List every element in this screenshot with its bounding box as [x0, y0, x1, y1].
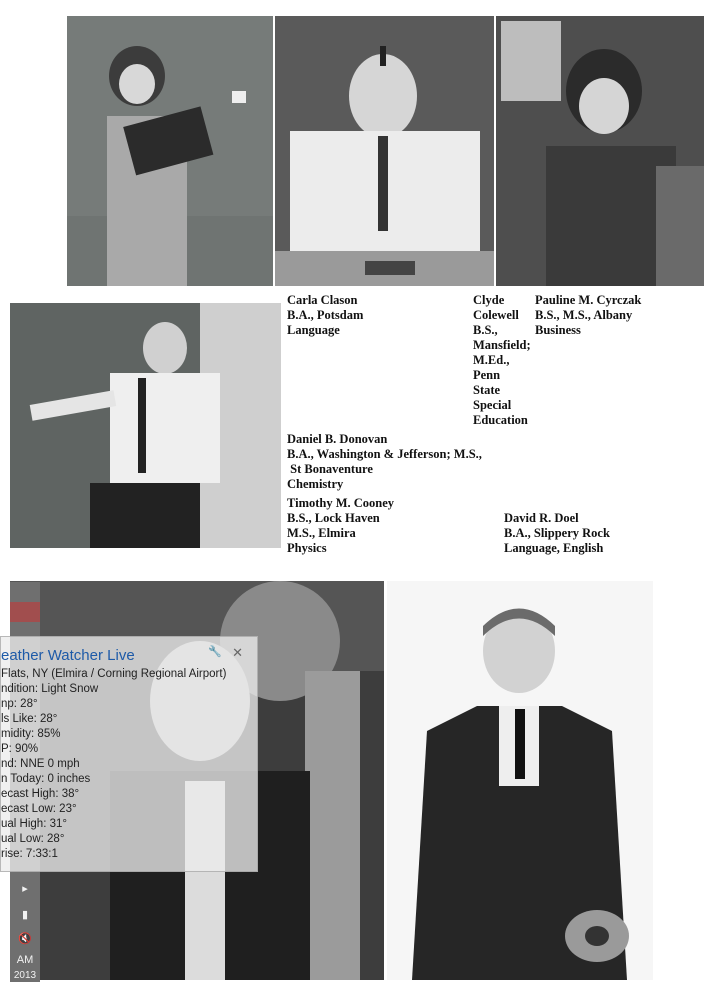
photo-clyde-colewell-image	[275, 16, 494, 286]
weather-widget-controls	[208, 645, 243, 661]
weather-humidity: midity: 85%	[1, 728, 61, 740]
caption-degree: B.S., M.S., Albany	[535, 308, 633, 322]
caption-line: Education	[473, 413, 528, 427]
weather-details	[1, 667, 226, 862]
wrench-icon[interactable]: 🔧	[208, 646, 223, 658]
caption-line: B.S.,	[473, 323, 498, 337]
weather-actual-high: ual High: 31°	[1, 818, 67, 830]
caption-degree: B.A., Washington & Jefferson; M.S.,	[287, 447, 482, 461]
weather-widget-title: eather Watcher Live	[1, 647, 135, 664]
caption-line: Clyde	[473, 293, 505, 307]
weather-watcher-widget[interactable]	[0, 636, 258, 872]
caption-degree-2: M.S., Elmira	[287, 526, 356, 540]
caption-line: Colewell	[473, 308, 519, 322]
caption-clyde-colewell	[473, 293, 531, 428]
caption-daniel-donovan	[287, 432, 482, 492]
weather-pop: P: 90%	[1, 743, 39, 755]
caption-subject: Chemistry	[287, 477, 344, 491]
caption-name: Daniel B. Donovan	[287, 432, 388, 446]
mute-icon[interactable]: 🔇	[18, 933, 32, 945]
caption-name: Timothy M. Cooney	[287, 496, 395, 510]
weather-temp: np: 28°	[1, 698, 38, 710]
caption-timothy-cooney	[287, 496, 394, 556]
caption-line: Mansfield;	[473, 338, 531, 352]
caption-carla-clason	[287, 293, 363, 338]
weather-location: Flats, NY (Elmira / Corning Regional Airport)	[1, 668, 227, 680]
weather-snow-today: n Today: 0 inches	[1, 773, 91, 785]
photo-daniel-donovan	[10, 303, 281, 548]
close-icon[interactable]: ✕	[232, 645, 243, 660]
expand-arrow-icon[interactable]: ▸	[22, 883, 28, 895]
photo-daniel-donovan-image	[10, 303, 281, 548]
photo-carla-clason	[67, 16, 273, 286]
network-icon[interactable]: ▮	[21, 909, 29, 921]
weather-sunrise: rise: 7:33:1	[1, 848, 58, 860]
weather-condition: ndition: Light Snow	[1, 683, 99, 695]
caption-name: Pauline M. Cyrczak	[535, 293, 642, 307]
caption-subject: Physics	[287, 541, 327, 555]
clock-year[interactable]: 2013	[13, 970, 37, 981]
photo-pauline-cyrczak-image	[496, 16, 704, 286]
photo-carla-clason-image	[67, 16, 273, 286]
caption-line: Special	[473, 398, 512, 412]
caption-david-doel	[504, 511, 610, 556]
weather-forecast-high: ecast High: 38°	[1, 788, 80, 800]
weather-forecast-low: ecast Low: 23°	[1, 803, 77, 815]
caption-pauline-cyrczak	[535, 293, 641, 338]
clock-time[interactable]: AM	[16, 954, 34, 966]
caption-line: State	[473, 383, 501, 397]
caption-line: Penn	[473, 368, 501, 382]
photo-david-doel	[387, 581, 653, 980]
caption-subject: Language	[287, 323, 340, 337]
weather-actual-low: ual Low: 28°	[1, 833, 65, 845]
calendar-icon[interactable]	[10, 602, 40, 622]
caption-subject: Language, English	[504, 541, 604, 555]
caption-degree: B.A., Potsdam	[287, 308, 364, 322]
caption-degree: B.S., Lock Haven	[287, 511, 380, 525]
caption-name: David R. Doel	[504, 511, 579, 525]
caption-subject: Business	[535, 323, 581, 337]
photo-david-doel-image	[387, 581, 653, 980]
weather-wind: nd: NNE 0 mph	[1, 758, 80, 770]
weather-feels-like: ls Like: 28°	[1, 713, 58, 725]
photo-clyde-colewell	[275, 16, 494, 286]
photo-pauline-cyrczak	[496, 16, 704, 286]
caption-degree: B.A., Slippery Rock	[504, 526, 610, 540]
caption-degree-2: St Bonaventure	[287, 462, 373, 476]
caption-name: Carla Clason	[287, 293, 358, 307]
caption-line: M.Ed.,	[473, 353, 510, 367]
